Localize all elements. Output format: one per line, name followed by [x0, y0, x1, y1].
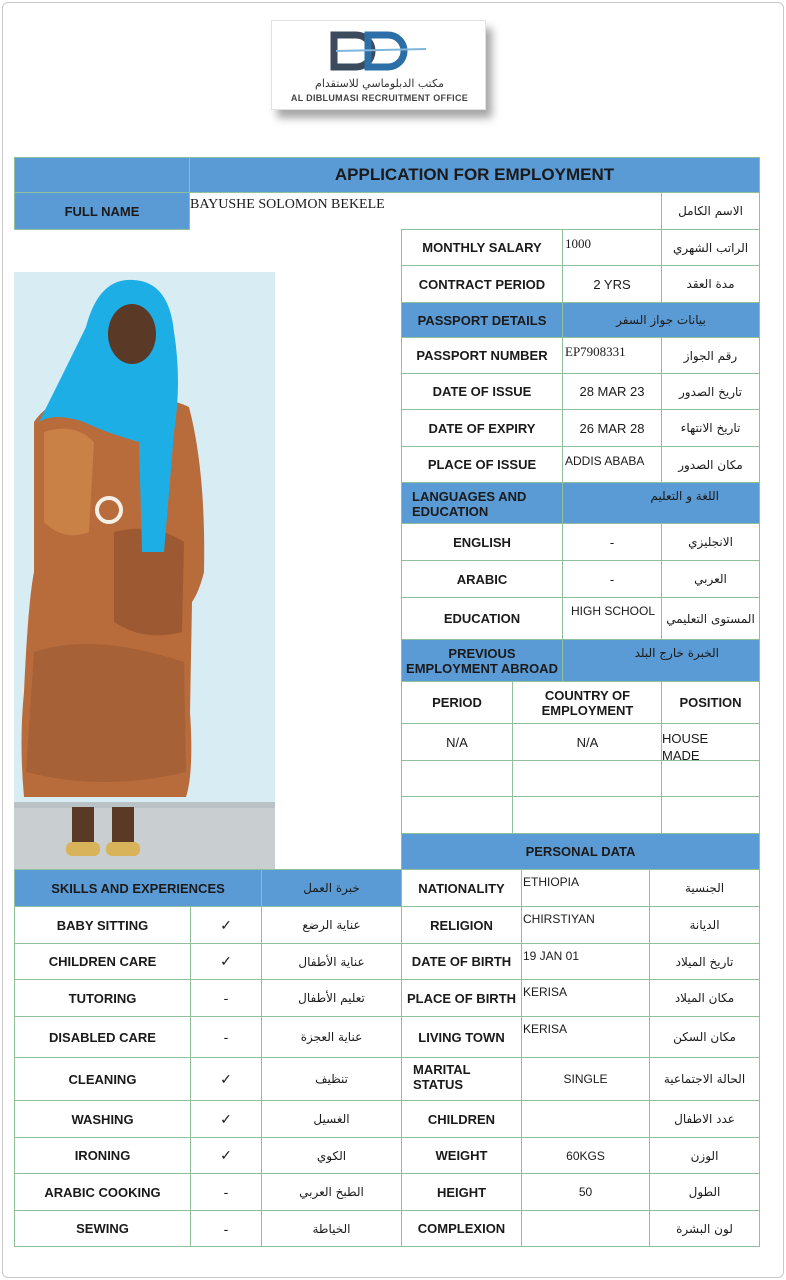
personal-value: CHIRSTIYAN — [521, 906, 650, 944]
company-logo — [271, 20, 486, 110]
col-position: POSITION — [661, 681, 760, 724]
skill-label: ARABIC COOKING — [14, 1173, 191, 1211]
skill-label: IRONING — [14, 1137, 191, 1174]
personal-arabic: مكان الميلاد — [649, 979, 760, 1017]
english-value: - — [562, 523, 662, 561]
form-title: APPLICATION FOR EMPLOYMENT — [189, 157, 760, 193]
skill-arabic: تعليم الأطفال — [261, 979, 402, 1017]
prev-empty-cell — [512, 760, 663, 797]
logo-english-text: AL DIBLUMASI RECRUITMENT OFFICE — [290, 93, 469, 103]
prev-empty-cell — [512, 796, 663, 834]
personal-value: 19 JAN 01 — [521, 943, 650, 980]
skill-arabic: عناية العجزة — [261, 1016, 402, 1058]
contract-period-arabic: مدة العقد — [661, 265, 760, 303]
full-name-arabic: الاسم الكامل — [661, 192, 760, 230]
education-label: EDUCATION — [401, 597, 563, 640]
personal-data-header: PERSONAL DATA — [401, 833, 760, 870]
skill-label: SEWING — [14, 1210, 191, 1247]
skill-arabic: الطبخ العربي — [261, 1173, 402, 1211]
prev-row-country: N/A — [512, 723, 663, 761]
personal-arabic: الحالة الاجتماعية — [649, 1057, 760, 1101]
prev-row-period: N/A — [401, 723, 513, 761]
personal-label: MARITAL STATUS — [401, 1057, 522, 1101]
skill-arabic: عناية الأطفال — [261, 943, 402, 980]
skills-header-arabic: خبرة العمل — [261, 869, 402, 907]
personal-arabic: الديانة — [649, 906, 760, 944]
skill-label: DISABLED CARE — [14, 1016, 191, 1058]
date-of-issue-value: 28 MAR 23 — [562, 373, 662, 410]
personal-value — [521, 1100, 650, 1138]
personal-arabic: الجنسية — [649, 869, 760, 907]
monthly-salary-value: 1000 — [562, 229, 662, 266]
personal-arabic: عدد الاطفال — [649, 1100, 760, 1138]
col-period: PERIOD — [401, 681, 513, 724]
date-of-expiry-arabic: تاريخ الانتهاء — [661, 409, 760, 447]
skill-label: BABY SITTING — [14, 906, 191, 944]
personal-arabic: تاريخ الميلاد — [649, 943, 760, 980]
skill-mark: ✓ — [190, 906, 262, 944]
prev-empty-cell — [661, 796, 760, 834]
personal-arabic: الطول — [649, 1173, 760, 1211]
skill-mark: ✓ — [190, 1100, 262, 1138]
date-of-issue-arabic: تاريخ الصدور — [661, 373, 760, 410]
languages-header-arabic: اللغة و التعليم — [562, 482, 760, 524]
personal-label: HEIGHT — [401, 1173, 522, 1211]
skill-mark: ✓ — [190, 1137, 262, 1174]
personal-label: PLACE OF BIRTH — [401, 979, 522, 1017]
title-left-cell — [14, 157, 190, 193]
skill-arabic: عناية الرضع — [261, 906, 402, 944]
english-label: ENGLISH — [401, 523, 563, 561]
passport-number-label: PASSPORT NUMBER — [401, 337, 563, 374]
logo-arabic-text: مكتب الدبلوماسي للاستقدام — [315, 77, 444, 90]
skill-mark: - — [190, 1210, 262, 1247]
col-country: COUNTRY OF EMPLOYMENT — [512, 681, 663, 724]
skill-mark: ✓ — [190, 1057, 262, 1101]
full-name-value: BAYUSHE SOLOMON BEKELE — [190, 197, 385, 212]
skill-arabic: تنظيف — [261, 1057, 402, 1101]
date-of-expiry-label: DATE OF EXPIRY — [401, 409, 563, 447]
passport-header: PASSPORT DETAILS — [401, 302, 563, 338]
personal-value: 50 — [521, 1173, 650, 1211]
education-arabic: المستوى التعليمي — [661, 597, 760, 640]
skill-label: WASHING — [14, 1100, 191, 1138]
contract-period-label: CONTRACT PERIOD — [401, 265, 563, 303]
personal-label: LIVING TOWN — [401, 1016, 522, 1058]
education-value: HIGH SCHOOL — [562, 597, 662, 640]
full-name-label: FULL NAME — [14, 192, 190, 230]
prev-employment-header: PREVIOUS EMPLOYMENT ABROAD — [401, 639, 563, 682]
skills-header: SKILLS AND EXPERIENCES — [14, 869, 262, 907]
prev-empty-cell — [401, 796, 513, 834]
personal-value: KERISA — [521, 979, 650, 1017]
prev-empty-cell — [401, 760, 513, 797]
date-of-issue-label: DATE OF ISSUE — [401, 373, 563, 410]
place-of-issue-arabic: مكان الصدور — [661, 446, 760, 483]
personal-arabic: لون البشرة — [649, 1210, 760, 1247]
passport-number-value: EP7908331 — [562, 337, 662, 374]
personal-label: NATIONALITY — [401, 869, 522, 907]
skill-label: CHILDREN CARE — [14, 943, 191, 980]
personal-label: DATE OF BIRTH — [401, 943, 522, 980]
monthly-salary-arabic: الراتب الشهري — [661, 229, 760, 266]
skill-mark: ✓ — [190, 943, 262, 980]
skill-arabic: الكوي — [261, 1137, 402, 1174]
skill-label: TUTORING — [14, 979, 191, 1017]
personal-label: RELIGION — [401, 906, 522, 944]
english-arabic: الانجليزي — [661, 523, 760, 561]
personal-label: WEIGHT — [401, 1137, 522, 1174]
prev-row-position: HOUSEMADE — [661, 723, 760, 761]
languages-header: LANGUAGES AND EDUCATION — [401, 482, 563, 524]
prev-empty-cell — [661, 760, 760, 797]
logo-mark-icon — [330, 29, 430, 73]
skill-arabic: الغسيل — [261, 1100, 402, 1138]
personal-arabic: الوزن — [649, 1137, 760, 1174]
skill-mark: - — [190, 979, 262, 1017]
date-of-expiry-value: 26 MAR 28 — [562, 409, 662, 447]
contract-period-value: 2 YRS — [562, 265, 662, 303]
place-of-issue-value: ADDIS ABABA — [562, 446, 662, 483]
monthly-salary-label: MONTHLY SALARY — [401, 229, 563, 266]
prev-employment-header-arabic: الخبرة خارج البلد — [562, 639, 760, 682]
skill-mark: - — [190, 1173, 262, 1211]
personal-value: SINGLE — [521, 1057, 650, 1101]
personal-label: COMPLEXION — [401, 1210, 522, 1247]
arabic-label: ARABIC — [401, 560, 563, 598]
passport-number-arabic: رقم الجواز — [661, 337, 760, 374]
skill-arabic: الخياطة — [261, 1210, 402, 1247]
personal-value — [521, 1210, 650, 1247]
arabic-arabic: العربي — [661, 560, 760, 598]
skill-mark: - — [190, 1016, 262, 1058]
arabic-value: - — [562, 560, 662, 598]
personal-value: 60KGS — [521, 1137, 650, 1174]
skill-label: CLEANING — [14, 1057, 191, 1101]
personal-value: KERISA — [521, 1016, 650, 1058]
personal-value: ETHIOPIA — [521, 869, 650, 907]
personal-arabic: مكان السكن — [649, 1016, 760, 1058]
applicant-photo — [14, 272, 275, 869]
place-of-issue-label: PLACE OF ISSUE — [401, 446, 563, 483]
personal-label: CHILDREN — [401, 1100, 522, 1138]
passport-header-arabic: بيانات جواز السفر — [562, 302, 760, 338]
